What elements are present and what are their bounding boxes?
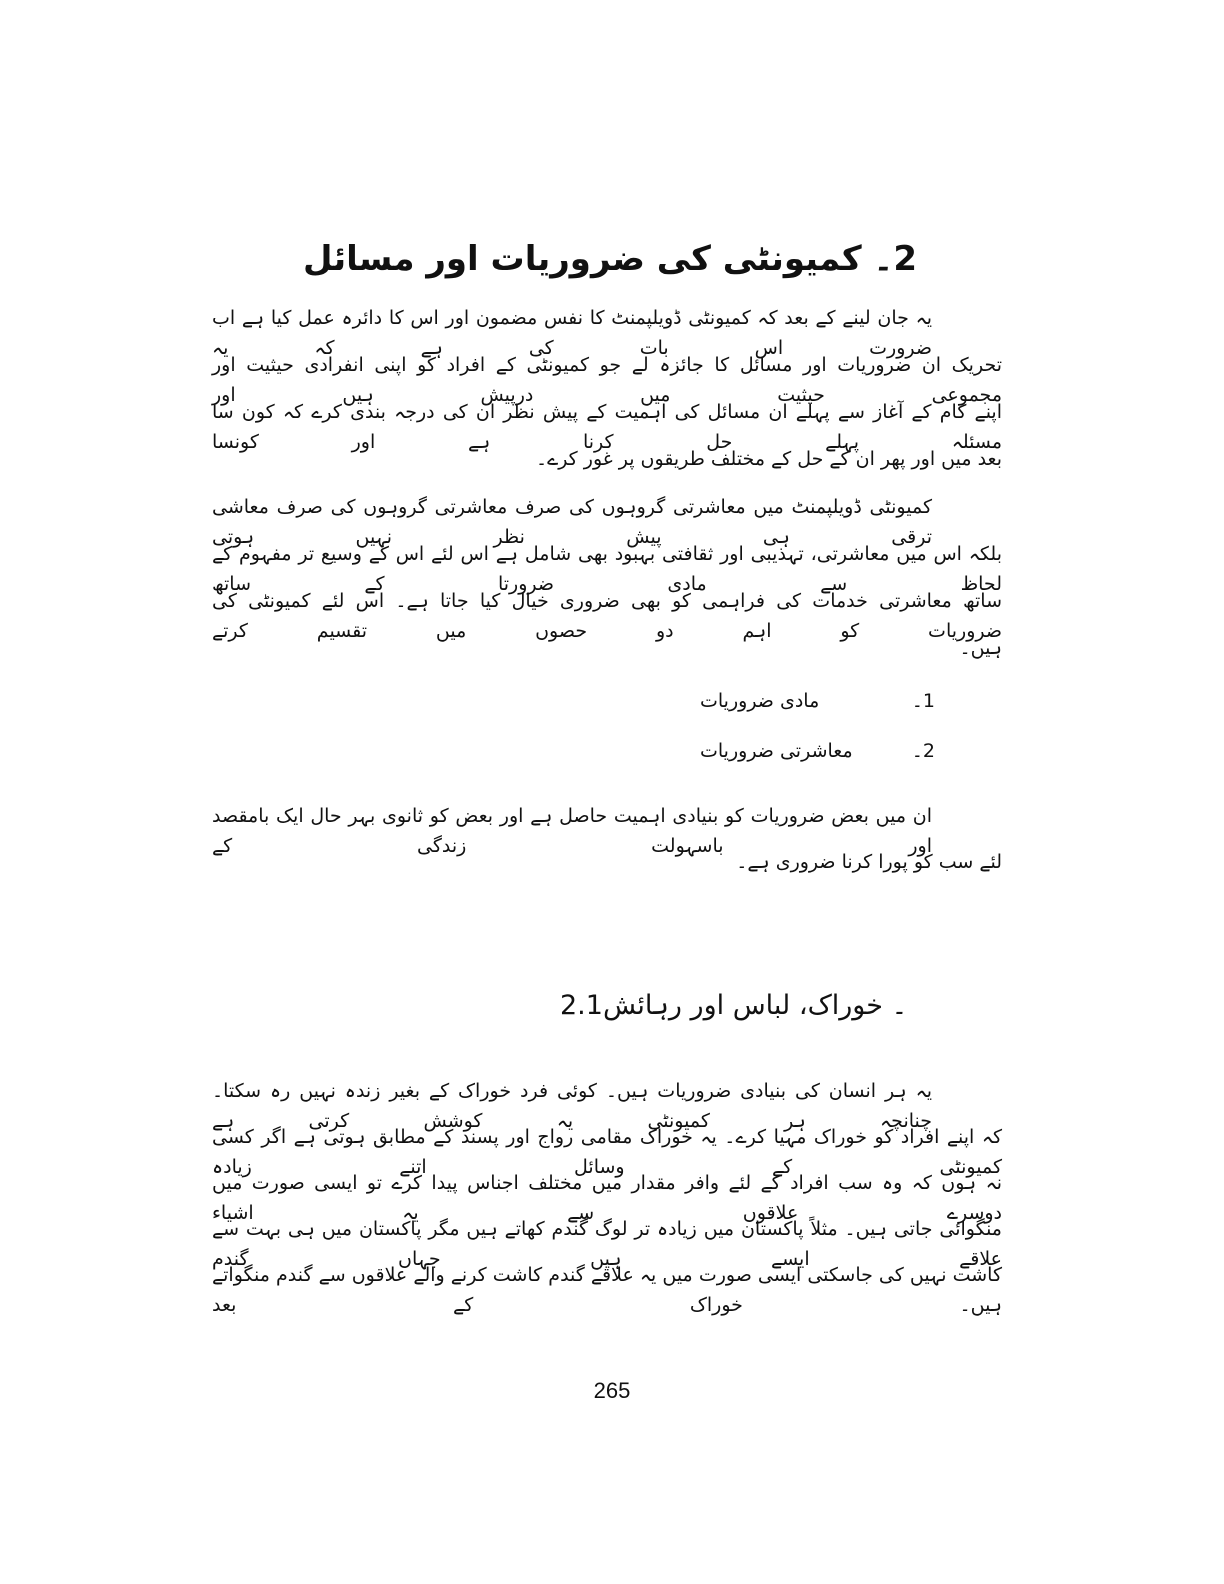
paragraph-line: ہیں۔ xyxy=(959,637,1002,659)
paragraph-line: نہ ہوں کہ وہ سب افراد کے لئے وافر مقدار میں مختلف اجناس پیدا کرے تو ایسی صورت میں دوسرے علاقوں سے یہ اشیاء xyxy=(212,1172,1002,1224)
paragraph-line: ان میں بعض ضروریات کو بنیادی اہمیت حاصل ہے اور بعض کو ثانوی بہر حال ایک بامقصد اور باسہولت زندگی کے xyxy=(212,805,932,857)
paragraph-line: یہ ہر انسان کی بنیادی ضروریات ہیں۔ کوئی فرد خوراک کے بغیر زندہ نہیں رہ سکتا۔ چنانچہ ہر کمیونٹی یہ کوشش کرتی ہے xyxy=(212,1080,932,1132)
list-item xyxy=(700,690,935,712)
paragraph-line: منگوائی جاتی ہیں۔ مثلاً پاکستان میں زیادہ تر لوگ گندم کھاتے ہیں مگر پاکستان میں ہی بہت سے علاقے ایسے ہیں جہاں گندم xyxy=(212,1218,1002,1270)
paragraph-line: تحریک ان ضروریات اور مسائل کا جائزہ لے جو کمیونٹی کے افراد کو اپنی انفرادی حیثیت اور مجموعی حیثیت میں درپیش ہیں اور xyxy=(212,354,1002,406)
paragraph-line: اپنے کام کے آغاز سے پہلے ان مسائل کی اہمیت کے پیش نظر ان کی درجہ بندی کرے کہ کون سا مسئلہ پہلے حل کرنا ہے اور کونسا xyxy=(212,401,1002,453)
paragraph-line: بلکہ اس میں معاشرتی، تہذیبی اور ثقافتی بہبود بھی شامل ہے اس لئے اس کے وسیع تر مفہوم کے لحاظ سے مادی ضرورتا کے ساتھ xyxy=(212,543,1002,595)
list-item xyxy=(700,740,935,762)
paragraph-line: کہ اپنے افراد کو خوراک مہیا کرے۔ یہ خوراک مقامی رواج اور پسند کے مطابق ہوتی ہے اگر کسی کمیونٹی کے وسائل اتنے زیادہ xyxy=(212,1126,1002,1178)
list-number: 1۔ xyxy=(911,690,935,712)
paragraph-line: لئے سب کو پورا کرنا ضروری ہے۔ xyxy=(736,851,1002,873)
paragraph-line: کاشت نہیں کی جاسکتی ایسی صورت میں یہ علاقے گندم کاشت کرنے والے علاقوں سے گندم منگواتے ہیں۔ خوراک کے بعد xyxy=(212,1264,1002,1316)
list-number: 2۔ xyxy=(911,740,935,762)
paragraph-line: ساتھ معاشرتی خدمات کی فراہمی کو بھی ضروری خیال کیا جاتا ہے۔ اس لئے کمیونٹی کی ضروریات کو اہم دو حصوں میں تقسیم کرتے xyxy=(212,590,1002,642)
list-label: مادی ضروریات xyxy=(700,690,820,712)
section-heading xyxy=(560,990,1002,1021)
paragraph-line: یہ جان لینے کے بعد کہ کمیونٹی ڈویلپمنٹ کا نفس مضمون اور اس کا دائرہ عمل کیا ہے اب ضرورت اس بات کی ہے کہ یہ xyxy=(212,307,932,359)
section-number: 2.1۔ xyxy=(560,990,908,1021)
section-title: خوراک، لباس اور رہائش xyxy=(602,990,883,1021)
list-label: معاشرتی ضروریات xyxy=(700,740,853,762)
paragraph-line: بعد میں اور پھر ان کے حل کے مختلف طریقوں پر غور کرے۔ xyxy=(535,448,1002,470)
paragraph-line: کمیونٹی ڈویلپمنٹ میں معاشرتی گروہوں کی صرف معاشرتی گروہوں کی صرف معاشی ترقی ہی پیش نظر نہیں ہوتی xyxy=(212,496,932,548)
page-number: 265 xyxy=(593,1378,631,1403)
chapter-heading: 2۔ کمیونٹی کی ضروریات اور مسائل xyxy=(302,239,918,279)
